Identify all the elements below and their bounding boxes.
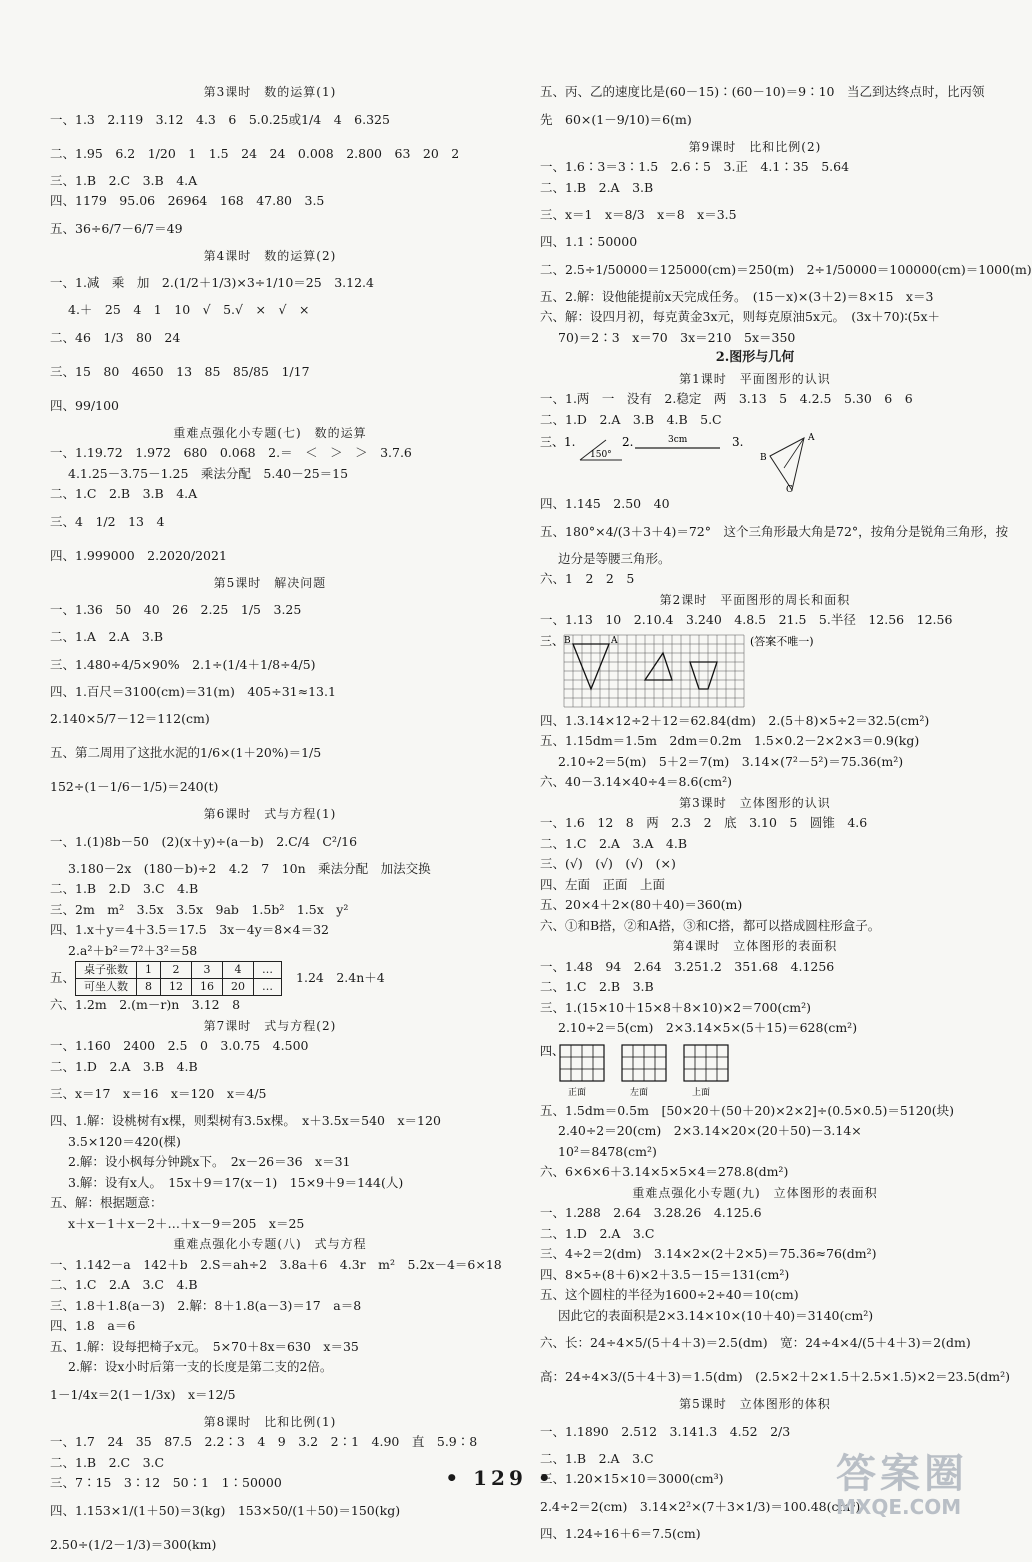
answer-line: 2.a²＋b²＝7²＋3²＝58 [68, 942, 198, 958]
table-cell: 2 [161, 962, 192, 979]
point-c-label: C [786, 485, 793, 495]
figure-svg [540, 430, 960, 494]
answer-line: 二、1.A 2.A 3.B [50, 629, 164, 644]
answer-line: 五、180°×4/(3＋3＋4)＝72° 这个三角形最大角是72°，按角分是锐角三角形，按 [540, 523, 1009, 539]
answer-line: 2.解：设小枫每分钟跳x下。 2x－26＝36 x＝31 [68, 1154, 351, 1169]
answer-line: 一、1.3 2.119 3.12 4.3 6 5.0.25或1/4 4 6.325 [50, 111, 390, 127]
answer-line: 一、1.(1)8b－50 (2)(x＋y)÷(a－b) 2.C/4 C²/16 [50, 833, 358, 849]
answer-line: 二、46 1/3 80 24 [50, 329, 181, 345]
answer-line: 六、1 2 2 5 [540, 571, 635, 586]
table-row [76, 962, 282, 979]
answer-line: 三、15 80 4650 13 85 85/85 1/17 [50, 363, 310, 379]
point-b-label: B [760, 453, 767, 463]
answer-line: 一、1.142－a 142＋b 2.S＝ah÷2 3.8a＋6 4.3r m² 5.2x－4＝6×18 [50, 1256, 502, 1272]
lesson-heading: 第4课时 立体图形的表面积 [672, 939, 838, 953]
answer-line: 先 60×(1－9/10)＝6(m) [540, 111, 692, 127]
answer-line: 二、1.95 6.2 1/20 1 1.5 24 24 0.008 2.800 63 20 2 [50, 145, 460, 161]
point-a-label: A [611, 635, 618, 646]
answer-line: 2.50÷(1/2－1/3)＝300(km) [50, 1536, 217, 1552]
answer-line: 4.1.25－3.75－1.25 乘法分配 5.40－25＝15 [68, 465, 349, 481]
answer-line: 五、丙、乙的速度比是(60－15)∶(60－10)＝9∶10 当乙到达终点时，比丙领 [540, 84, 985, 99]
answer-line: 一、1.48 94 2.64 3.251.2 351.68 4.1256 [540, 958, 835, 974]
answer-line: 六、1.2m 2.(m－r)n 3.12 8 [50, 997, 241, 1012]
answer-line: 3.180－2x (180－b)÷2 4.2 7 10n 乘法分配 加法交换 [68, 860, 431, 876]
answer-line: 152÷(1－1/6－1/5)＝240(t) [50, 779, 219, 794]
answer-line: 五、这个圆柱的半径为1600÷2÷40＝10(cm) [540, 1287, 799, 1302]
lesson-heading: 第6课时 式与方程(1) [203, 807, 337, 821]
answer-line: 二、1.D 2.A 3.C [540, 1225, 655, 1241]
angle-label: 150° [590, 450, 612, 460]
lesson-heading: 重难点强化小专题(九) 立体图形的表面积 [632, 1185, 878, 1200]
answer-line: 六、40－3.14×40÷4＝8.6(cm²) [540, 774, 733, 789]
lesson-heading: 第9课时 比和比例(2) [688, 139, 822, 154]
answer-line: 四、1.153×1/(1＋50)＝3(kg) 153×50/(1＋50)＝150(kg) [50, 1502, 401, 1518]
right-answer-column [540, 82, 1032, 1544]
watermark-url: MXQE.COM [836, 1495, 962, 1519]
answer-line: 70)＝2∶3 x＝70 3x＝210 5x＝350 [558, 329, 796, 345]
answer-line: 四、1.3.14×12÷2＋12＝62.84(dm) 2.(5＋8)×5÷2＝32.5(cm²) [540, 712, 930, 728]
answer-line: 五、1.5dm＝0.5m [50×20＋(50＋20)×2×2]÷(0.5×0.5)＝5120(块) [540, 1102, 954, 1118]
answer-line: 四、左面 正面 上面 [540, 876, 666, 892]
answer-line: 三、4÷2＝2(dm) 3.14×2×(2＋2×5)＝75.36≈76(dm²) [540, 1246, 877, 1261]
answer-line: 边分是等腰三角形。 [558, 550, 671, 566]
answer-line: 三、1.B 2.C 3.B 4.A [50, 172, 198, 188]
answer-line: 五、第二周用了这批水泥的1/6×(1＋20%)＝1/5 [50, 745, 322, 760]
answer-line: 三、1.8＋1.8(a－3) 2.解：8＋1.8(a－3)＝17 a＝8 [50, 1297, 362, 1313]
lesson-heading: 第4课时 数的运算(2) [203, 248, 337, 263]
answer-line: 高：24÷4×3/(5＋4＋3)＝1.5(dm) (2.5×2＋2×1.5＋2.5×1.5)×2＝23.5(dm²) [540, 1369, 1011, 1384]
lesson-heading: 第3课时 立体图形的认识 [679, 795, 831, 810]
figure-label-2: 2. [622, 435, 634, 449]
answer-line: 三、1.480÷4/5×90% 2.1÷(1/4＋1/8÷4/5) [50, 656, 316, 672]
answer-line: 2.4÷2＝2(cm) 3.14×2²×(7＋3×1/3)＝100.48(cm³) [540, 1498, 861, 1514]
answer-line: 四、8×5÷(8＋6)×2＋3.5－15＝131(cm²) [540, 1266, 790, 1282]
answer-line: 2.140×5/7－12＝112(cm) [50, 711, 210, 726]
table-cell: 1 [137, 962, 161, 979]
answer-line: 四、1.8 a＝6 [50, 1318, 136, 1333]
answer-line: 五、1.15dm＝1.5m 2dm＝0.2m 1.5×0.2－2×2×3＝0.9(kg) [540, 733, 920, 748]
answer-line: 二、1.B 2.D 3.C 4.B [50, 881, 199, 896]
answer-text: 1.24 2.4n＋4 [296, 970, 385, 985]
segment-length-label: 3cm [668, 435, 688, 445]
answer-line: 四、1.24÷16＋6＝7.5(cm) [540, 1525, 701, 1541]
answer-line: 四、1179 95.06 26964 168 47.80 3.5 [50, 193, 325, 208]
lesson-heading: 第5课时 解决问题 [213, 575, 327, 590]
answer-line: 二、1.B 2.A 3.C [540, 1450, 654, 1466]
answer-line: x＋x－1＋x－2＋…＋x－9＝205 x＝25 [68, 1215, 305, 1231]
answer-line: 六、6×6×6＋3.14×5×5×4＝278.8(dm²) [540, 1164, 789, 1179]
answer-line: 一、1.19.72 1.972 680 0.068 2.＝ ＜ ＞ ＞ 3.7.6 [50, 445, 412, 460]
answer-note: (答案不唯一) [750, 634, 814, 648]
table-cell: 桌子张数 [76, 962, 137, 979]
grid-figure-svg [540, 631, 960, 711]
answer-line: 三、(√) (√) (√) (×) [540, 856, 676, 871]
answer-line: 因此它的表面积是2×3.14×10×(10＋40)＝3140(cm²) [558, 1307, 874, 1323]
table-cell: 8 [137, 979, 161, 996]
watermark-logo-text: 答案圈 [836, 1451, 968, 1497]
front-view-caption: 正面 [568, 1087, 587, 1098]
table-cell: 12 [161, 979, 192, 996]
answer-line: 二、1.D 2.A 3.B 4.B 5.C [540, 411, 722, 427]
answer-line: 五、36÷6/7－6/7＝49 [50, 220, 183, 236]
table-cell: 20 [223, 979, 254, 996]
answer-line: 二、1.B 2.A 3.B [540, 179, 654, 195]
answer-line: 五、20×4＋2×(80＋40)＝360(m) [540, 897, 743, 912]
table-answer [75, 961, 282, 996]
lesson-heading: 第5课时 立体图形的体积 [679, 1397, 831, 1411]
lesson-heading: 第3课时 数的运算(1) [203, 85, 337, 99]
grid-figure-label: 三、 [540, 633, 565, 648]
answer-line: 4.＋ 25 4 1 10 √ 5.√ × √ × [68, 302, 310, 317]
figure-grid-drawing [540, 631, 970, 711]
answer-line: 六、解：设四月初，每克黄金3x元，则每克原油5x元。 (3x＋70)∶(5x＋ [540, 309, 941, 324]
answer-line: 二、1.C 2.A 3.A 4.B [540, 835, 688, 851]
answer-line: 四、1.145 2.50 40 [540, 496, 670, 511]
answer-line: 二、2.5÷1/50000＝125000(cm)＝250(m) 2÷1/50000＝100000(cm)＝1000(m) [540, 261, 1032, 277]
figure-geometry-drawings [540, 430, 970, 494]
table-cell: … [254, 979, 282, 996]
drawn-shape-2 [645, 653, 672, 680]
lesson-heading: 第8课时 比和比例(1) [203, 1414, 337, 1429]
answer-line: 三、4 1/2 13 4 [50, 513, 165, 529]
unit-heading: 2.图形与几何 [715, 350, 795, 365]
answer-line: 一、1.1890 2.512 3.141.3 4.52 2/3 [540, 1423, 791, 1439]
lesson-heading: 重难点强化小专题(七) 数的运算 [173, 425, 367, 440]
figure-label-1: 三、1. [540, 435, 576, 449]
three-views-svg [540, 1039, 960, 1101]
page-number: • 129 • [445, 1466, 555, 1490]
top-view-caption: 上面 [692, 1087, 711, 1098]
lesson-heading: 第2课时 平面图形的周长和面积 [659, 592, 851, 607]
answer-line: 三、2m m² 3.5x 3.5x 9ab 1.5b² 1.5x y² [50, 901, 349, 917]
answer-line: 10²＝8478(cm²) [558, 1143, 657, 1159]
answer-line: 四、1.x＋y＝4＋3.5＝17.5 3x－4y＝8×4＝32 [50, 922, 330, 937]
answer-line: 二、1.D 2.A 3.B 4.B [50, 1058, 198, 1074]
table-cell: 可坐人数 [76, 979, 137, 996]
answer-line: 一、1.7 24 35 87.5 2.2∶3 4 9 3.2 2∶1 4.90 直 5.9∶8 [50, 1434, 478, 1449]
answer-line: 四、99/100 [50, 397, 119, 413]
answer-line: 2.解：设x小时后第一支的长度是第二支的2倍。 [68, 1359, 333, 1374]
answer-line: 一、1.6∶3＝3∶1.5 2.6∶5 3.正 4.1∶35 5.64 [540, 159, 850, 174]
answer-line: 三、1.20×15×10＝3000(cm³) [540, 1471, 724, 1486]
answer-line: 二、1.C 2.A 3.C 4.B [50, 1277, 198, 1292]
answer-line: 一、1.36 50 40 26 2.25 1/5 3.25 [50, 602, 302, 617]
answer-line-table [50, 961, 490, 995]
left-view-caption: 左面 [630, 1087, 649, 1098]
figure-label-3: 3. [732, 435, 744, 449]
answer-line: 五、解：根据题意： [50, 1195, 163, 1210]
lesson-heading: 第1课时 平面图形的认识 [679, 371, 831, 386]
answer-line: 五、2.解：设他能提前x天完成任务。 (15－x)×(3＋2)＝8×15 x＝3 [540, 288, 934, 304]
answer-line: 四、1.百尺＝3100(cm)＝31(m) 405÷31≈13.1 [50, 683, 336, 699]
answer-line: 一、1.13 10 2.10.4 3.240 4.8.5 21.5 5.半径 12.56 12.56 [540, 612, 953, 627]
answer-line: 三、1.(15×10＋15×8＋8×10)×2＝700(cm²) [540, 999, 812, 1015]
watermark-logo [836, 1452, 986, 1522]
answer-line: 四、1.1∶50000 [540, 234, 638, 249]
answer-line: 1－1/4x＝2(1－1/3x) x＝12/5 [50, 1386, 236, 1402]
answer-line: 2.40÷2＝20(cm) 2×3.14×20×(20＋50)－3.14× [558, 1123, 862, 1138]
answer-line: 二、1.C 2.B 3.B [540, 979, 654, 994]
answer-line: 2.10÷2＝5(m) 5＋2＝7(m) 3.14×(7²－5²)＝75.36(m²) [558, 753, 904, 769]
table-row [76, 979, 282, 996]
answer-line: 一、1.减 乘 加 2.(1/2＋1/3)×3÷1/10＝25 3.12.4 [50, 275, 374, 290]
figure-three-views [540, 1039, 970, 1101]
answer-line: 一、1.288 2.64 3.28.26 4.125.6 [540, 1205, 762, 1220]
answer-line: 三、7∶15 3∶12 50∶1 1∶50000 [50, 1475, 282, 1490]
answer-line: 五、1.解：设每把椅子x元。 5×70＋8x＝630 x＝35 [50, 1338, 359, 1354]
answer-line: 四、1.解：设桃树有x棵，则梨树有3.5x棵。 x＋3.5x＝540 x＝120 [50, 1113, 441, 1128]
answer-label: 五、 [50, 970, 76, 985]
answer-line: 3.解：设有x人。 15x＋9＝17(x－1) 15×9＋9＝144(人) [68, 1174, 404, 1190]
point-b-label: B [564, 635, 571, 646]
answer-line: 一、1.两 一 没有 2.稳定 两 3.13 5 4.2.5 5.30 6 6 [540, 391, 913, 406]
lesson-heading: 重难点强化小专题(八) 式与方程 [173, 1237, 367, 1251]
table-cell: 3 [192, 962, 223, 979]
lesson-heading: 第7课时 式与方程(2) [203, 1018, 337, 1033]
three-views-label: 四、 [540, 1043, 565, 1058]
drawn-shape-3 [690, 662, 717, 689]
table-cell: … [254, 962, 282, 979]
table-cell: 16 [192, 979, 223, 996]
answer-line: 六、长：24÷4×5/(5＋4＋3)＝2.5(dm) 宽：24÷4×4/(5＋4＋3)＝2(dm) [540, 1335, 971, 1350]
answer-line: 三、x＝1 x＝8/3 x＝8 x＝3.5 [540, 207, 737, 222]
answer-line: 一、1.6 12 8 两 2.3 2 底 3.10 5 圆锥 4.6 [540, 815, 868, 830]
answer-line: 一、1.160 2400 2.5 0 3.0.75 4.500 [50, 1038, 309, 1053]
answer-line: 二、1.C 2.B 3.B 4.A [50, 486, 198, 501]
answer-line: 四、1.999000 2.2020/2021 [50, 547, 227, 563]
answer-line: 六、①和B搭，②和A搭，③和C搭，都可以搭成圆柱形盒子。 [540, 917, 881, 933]
answer-line: 三、x＝17 x＝16 x＝120 x＝4/5 [50, 1086, 267, 1101]
table-cell: 4 [223, 962, 254, 979]
answer-line: 3.5×120＝420(棵) [68, 1133, 181, 1149]
point-a-label: A [808, 433, 815, 443]
answer-line: 二、1.B 2.C 3.C [50, 1454, 165, 1470]
answer-line: 2.10÷2＝5(cm) 2×3.14×5×(5＋15)＝628(cm²) [558, 1020, 858, 1035]
